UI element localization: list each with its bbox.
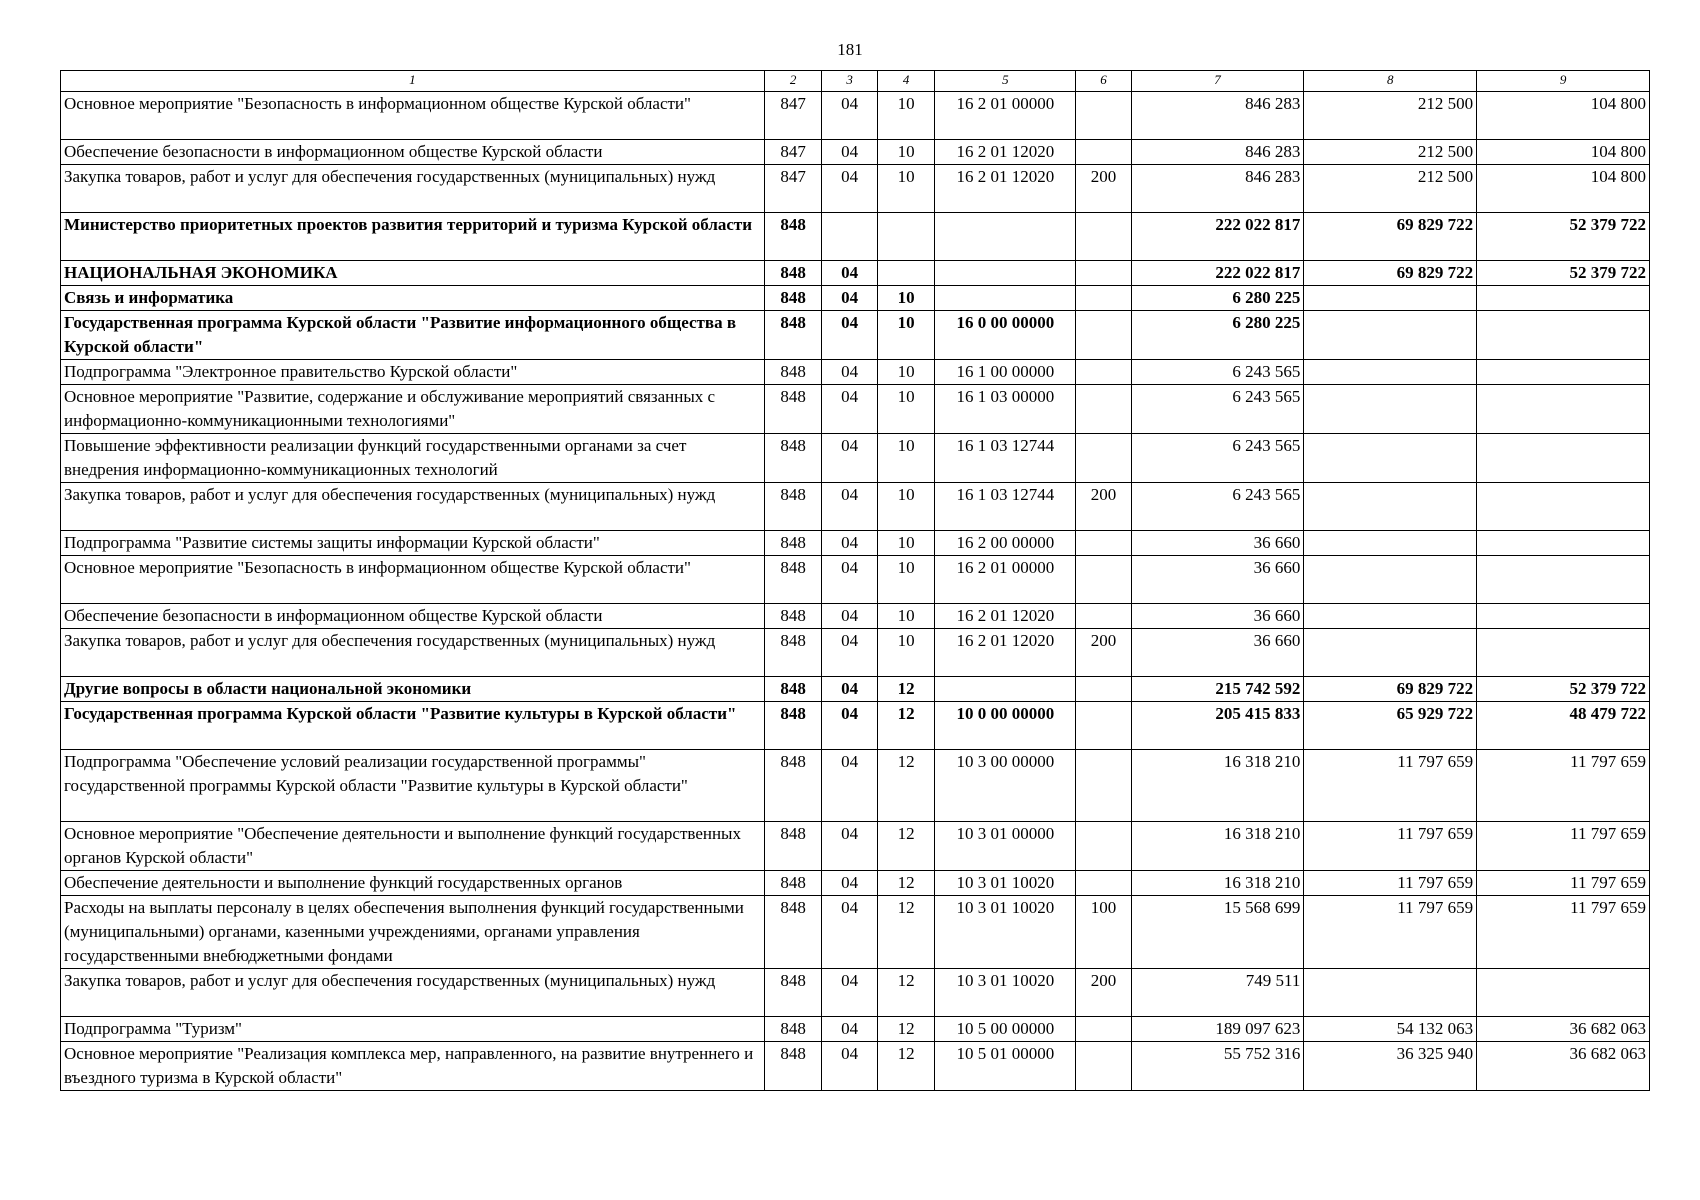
row-c6-cell: [1076, 140, 1131, 165]
row-c2-cell: 848: [764, 531, 822, 556]
row-c5-cell: [935, 286, 1076, 311]
row-c5-cell: 16 1 00 00000: [935, 360, 1076, 385]
row-c3-cell: 04: [822, 140, 877, 165]
row-c8-cell: 212 500: [1304, 140, 1477, 165]
row-c3-cell: 04: [822, 1017, 877, 1042]
page-number: 181: [837, 40, 863, 59]
row-c6-cell: 200: [1076, 483, 1131, 531]
row-c7-cell: 16 318 210: [1131, 871, 1304, 896]
row-c4-cell: [877, 261, 935, 286]
row-name-cell: Подпрограмма "Электронное правительство Курской области": [61, 360, 765, 385]
row-c5-cell: 16 2 01 12020: [935, 629, 1076, 677]
row-c8-cell: 54 132 063: [1304, 1017, 1477, 1042]
row-c5-cell: 16 2 01 12020: [935, 604, 1076, 629]
table-row: [61, 1017, 1650, 1042]
column-header: 9: [1477, 71, 1650, 92]
row-c7-cell: 6 243 565: [1131, 385, 1304, 434]
row-c6-cell: [1076, 1042, 1131, 1091]
column-header: 1: [61, 71, 765, 92]
row-c6-cell: [1076, 531, 1131, 556]
row-c4-cell: 10: [877, 92, 935, 140]
row-c9-cell: [1477, 434, 1650, 483]
row-c8-cell: [1304, 385, 1477, 434]
table-row: [61, 1042, 1650, 1091]
table-row: [61, 213, 1650, 261]
row-c5-cell: 10 5 00 00000: [935, 1017, 1076, 1042]
row-name-cell: Государственная программа Курской области "Развитие информационного общества в Курской области": [61, 311, 765, 360]
row-c9-cell: [1477, 556, 1650, 604]
row-c4-cell: 12: [877, 750, 935, 822]
row-name-cell: Подпрограмма "Обеспечение условий реализации государственной программы" государственной программы Курской области "Развитие культуры в Курской области": [61, 750, 765, 822]
table-row: [61, 871, 1650, 896]
row-c5-cell: 10 3 01 10020: [935, 969, 1076, 1017]
row-c2-cell: 848: [764, 483, 822, 531]
row-c2-cell: 848: [764, 629, 822, 677]
row-c8-cell: [1304, 556, 1477, 604]
row-c6-cell: [1076, 311, 1131, 360]
row-c3-cell: 04: [822, 261, 877, 286]
row-c7-cell: 6 243 565: [1131, 483, 1304, 531]
row-c7-cell: 6 243 565: [1131, 434, 1304, 483]
row-c9-cell: 104 800: [1477, 92, 1650, 140]
row-c7-cell: 16 318 210: [1131, 750, 1304, 822]
row-c3-cell: 04: [822, 604, 877, 629]
row-c7-cell: 36 660: [1131, 629, 1304, 677]
row-name-cell: Обеспечение безопасности в информационном обществе Курской области: [61, 140, 765, 165]
row-c5-cell: 16 0 00 00000: [935, 311, 1076, 360]
row-c4-cell: 12: [877, 822, 935, 871]
row-c2-cell: 848: [764, 434, 822, 483]
row-c3-cell: 04: [822, 434, 877, 483]
row-c3-cell: 04: [822, 677, 877, 702]
row-c8-cell: 36 325 940: [1304, 1042, 1477, 1091]
row-c4-cell: 10: [877, 556, 935, 604]
row-c3-cell: 04: [822, 702, 877, 750]
row-name-cell: Основное мероприятие "Обеспечение деятельности и выполнение функций государственных органов Курской области": [61, 822, 765, 871]
row-c6-cell: [1076, 261, 1131, 286]
row-c3-cell: 04: [822, 969, 877, 1017]
row-name-cell: Связь и информатика: [61, 286, 765, 311]
row-c7-cell: 15 568 699: [1131, 896, 1304, 969]
row-c8-cell: 212 500: [1304, 165, 1477, 213]
row-c6-cell: 100: [1076, 896, 1131, 969]
row-c8-cell: 69 829 722: [1304, 677, 1477, 702]
row-name-cell: Основное мероприятие "Безопасность в информационном обществе Курской области": [61, 556, 765, 604]
row-c4-cell: 12: [877, 969, 935, 1017]
row-c7-cell: 6 280 225: [1131, 311, 1304, 360]
row-c8-cell: [1304, 360, 1477, 385]
row-c4-cell: 12: [877, 896, 935, 969]
row-c7-cell: 222 022 817: [1131, 261, 1304, 286]
row-c9-cell: 52 379 722: [1477, 677, 1650, 702]
row-c9-cell: [1477, 531, 1650, 556]
row-c2-cell: 847: [764, 140, 822, 165]
row-c7-cell: 189 097 623: [1131, 1017, 1304, 1042]
table-row: [61, 677, 1650, 702]
row-c5-cell: [935, 213, 1076, 261]
row-c6-cell: [1076, 434, 1131, 483]
row-c2-cell: 848: [764, 311, 822, 360]
row-c8-cell: [1304, 629, 1477, 677]
table-row: [61, 896, 1650, 969]
row-c9-cell: 48 479 722: [1477, 702, 1650, 750]
row-c9-cell: 36 682 063: [1477, 1042, 1650, 1091]
row-c9-cell: 11 797 659: [1477, 871, 1650, 896]
row-c5-cell: 16 1 03 12744: [935, 483, 1076, 531]
row-c9-cell: [1477, 311, 1650, 360]
row-c8-cell: [1304, 286, 1477, 311]
row-c3-cell: [822, 213, 877, 261]
row-name-cell: Повышение эффективности реализации функций государственными органами за счет внедрения информационно-коммуникационных технологий: [61, 434, 765, 483]
row-name-cell: Закупка товаров, работ и услуг для обеспечения государственных (муниципальных) нужд: [61, 165, 765, 213]
row-c5-cell: [935, 261, 1076, 286]
column-header: 5: [935, 71, 1076, 92]
column-header: 4: [877, 71, 935, 92]
row-name-cell: Расходы на выплаты персоналу в целях обеспечения выполнения функций государственными (муниципальными) органами, казенными учреждениями, органами управления государственными внебюджетными фондами: [61, 896, 765, 969]
table-row: [61, 483, 1650, 531]
row-c4-cell: 12: [877, 1042, 935, 1091]
row-c8-cell: [1304, 434, 1477, 483]
row-c6-cell: 200: [1076, 629, 1131, 677]
table-row: [61, 702, 1650, 750]
row-c5-cell: 10 3 01 10020: [935, 871, 1076, 896]
row-c5-cell: 10 0 00 00000: [935, 702, 1076, 750]
row-c4-cell: 10: [877, 360, 935, 385]
row-c3-cell: 04: [822, 311, 877, 360]
table-row: [61, 92, 1650, 140]
row-name-cell: НАЦИОНАЛЬНАЯ ЭКОНОМИКА: [61, 261, 765, 286]
row-c3-cell: 04: [822, 629, 877, 677]
table-row: [61, 750, 1650, 822]
row-c4-cell: 12: [877, 677, 935, 702]
row-c8-cell: 11 797 659: [1304, 871, 1477, 896]
table-row: [61, 604, 1650, 629]
row-c3-cell: 04: [822, 286, 877, 311]
row-c4-cell: 10: [877, 531, 935, 556]
row-c2-cell: 848: [764, 677, 822, 702]
row-c6-cell: [1076, 604, 1131, 629]
row-c7-cell: 846 283: [1131, 165, 1304, 213]
row-c4-cell: 10: [877, 385, 935, 434]
row-c3-cell: 04: [822, 1042, 877, 1091]
table-row: [61, 140, 1650, 165]
row-c2-cell: 848: [764, 213, 822, 261]
row-name-cell: Государственная программа Курской области "Развитие культуры в Курской области": [61, 702, 765, 750]
row-c6-cell: 200: [1076, 165, 1131, 213]
row-c6-cell: [1076, 1017, 1131, 1042]
table-row: [61, 822, 1650, 871]
row-c9-cell: 52 379 722: [1477, 213, 1650, 261]
row-c7-cell: 215 742 592: [1131, 677, 1304, 702]
table-row: [61, 969, 1650, 1017]
table-row: [61, 360, 1650, 385]
row-c6-cell: [1076, 750, 1131, 822]
row-c2-cell: 848: [764, 604, 822, 629]
table-row: [61, 629, 1650, 677]
row-c6-cell: [1076, 286, 1131, 311]
row-c5-cell: 16 2 01 00000: [935, 556, 1076, 604]
row-c6-cell: [1076, 822, 1131, 871]
row-c2-cell: 848: [764, 261, 822, 286]
table-row: [61, 286, 1650, 311]
table-row: [61, 261, 1650, 286]
row-c7-cell: 205 415 833: [1131, 702, 1304, 750]
row-name-cell: Основное мероприятие "Развитие, содержание и обслуживание мероприятий связанных с информационно-коммуникационными технологиями": [61, 385, 765, 434]
row-c9-cell: 11 797 659: [1477, 822, 1650, 871]
row-c2-cell: 848: [764, 385, 822, 434]
row-c6-cell: [1076, 556, 1131, 604]
row-name-cell: Подпрограмма "Туризм": [61, 1017, 765, 1042]
row-c5-cell: 10 5 01 00000: [935, 1042, 1076, 1091]
row-c3-cell: 04: [822, 556, 877, 604]
row-c5-cell: 10 3 00 00000: [935, 750, 1076, 822]
column-number-row: [61, 71, 1650, 92]
row-c3-cell: 04: [822, 822, 877, 871]
row-c9-cell: 104 800: [1477, 165, 1650, 213]
row-c8-cell: 65 929 722: [1304, 702, 1477, 750]
row-c3-cell: 04: [822, 871, 877, 896]
row-c2-cell: 848: [764, 822, 822, 871]
row-c9-cell: [1477, 483, 1650, 531]
row-c2-cell: 848: [764, 1042, 822, 1091]
row-c4-cell: 10: [877, 434, 935, 483]
table-row: [61, 165, 1650, 213]
row-c4-cell: 10: [877, 483, 935, 531]
row-c6-cell: [1076, 702, 1131, 750]
row-c4-cell: 12: [877, 1017, 935, 1042]
column-header: 7: [1131, 71, 1304, 92]
row-c9-cell: [1477, 604, 1650, 629]
column-header: 3: [822, 71, 877, 92]
row-c7-cell: 36 660: [1131, 604, 1304, 629]
row-c5-cell: 10 3 01 00000: [935, 822, 1076, 871]
row-c7-cell: 55 752 316: [1131, 1042, 1304, 1091]
row-c2-cell: 848: [764, 702, 822, 750]
row-name-cell: Обеспечение безопасности в информационном обществе Курской области: [61, 604, 765, 629]
row-c2-cell: 847: [764, 92, 822, 140]
table-row: [61, 311, 1650, 360]
row-c5-cell: 16 2 00 00000: [935, 531, 1076, 556]
row-c4-cell: 10: [877, 311, 935, 360]
column-header: 6: [1076, 71, 1131, 92]
row-c7-cell: 6 243 565: [1131, 360, 1304, 385]
row-c9-cell: [1477, 629, 1650, 677]
row-name-cell: Закупка товаров, работ и услуг для обеспечения государственных (муниципальных) нужд: [61, 483, 765, 531]
row-c2-cell: 848: [764, 360, 822, 385]
row-c6-cell: [1076, 871, 1131, 896]
row-c6-cell: [1076, 213, 1131, 261]
row-c8-cell: [1304, 483, 1477, 531]
row-c3-cell: 04: [822, 385, 877, 434]
row-c9-cell: 11 797 659: [1477, 896, 1650, 969]
row-name-cell: Основное мероприятие "Реализация комплекса мер, направленного, на развитие внутреннего и въездного туризма в Курской области": [61, 1042, 765, 1091]
row-name-cell: Другие вопросы в области национальной экономики: [61, 677, 765, 702]
row-c9-cell: [1477, 286, 1650, 311]
row-c7-cell: 846 283: [1131, 140, 1304, 165]
column-header: 8: [1304, 71, 1477, 92]
row-c5-cell: 16 1 03 12744: [935, 434, 1076, 483]
row-c5-cell: 16 2 01 12020: [935, 140, 1076, 165]
row-c8-cell: [1304, 969, 1477, 1017]
row-c8-cell: 69 829 722: [1304, 261, 1477, 286]
row-name-cell: Основное мероприятие "Безопасность в информационном обществе Курской области": [61, 92, 765, 140]
row-c7-cell: 749 511: [1131, 969, 1304, 1017]
row-c7-cell: 6 280 225: [1131, 286, 1304, 311]
table-row: [61, 531, 1650, 556]
row-c6-cell: [1076, 385, 1131, 434]
row-c3-cell: 04: [822, 92, 877, 140]
row-c7-cell: 36 660: [1131, 531, 1304, 556]
row-c3-cell: 04: [822, 896, 877, 969]
table-row: [61, 385, 1650, 434]
row-c9-cell: 52 379 722: [1477, 261, 1650, 286]
row-c4-cell: 12: [877, 871, 935, 896]
row-c8-cell: 11 797 659: [1304, 750, 1477, 822]
row-c2-cell: 848: [764, 750, 822, 822]
row-name-cell: Подпрограмма "Развитие системы защиты информации Курской области": [61, 531, 765, 556]
row-c8-cell: [1304, 604, 1477, 629]
row-c3-cell: 04: [822, 165, 877, 213]
row-c3-cell: 04: [822, 360, 877, 385]
row-name-cell: Министерство приоритетных проектов развития территорий и туризма Курской области: [61, 213, 765, 261]
row-c8-cell: [1304, 531, 1477, 556]
row-c9-cell: [1477, 360, 1650, 385]
row-c2-cell: 848: [764, 1017, 822, 1042]
row-c8-cell: [1304, 311, 1477, 360]
row-c2-cell: 848: [764, 896, 822, 969]
row-c6-cell: [1076, 360, 1131, 385]
row-c5-cell: 16 2 01 00000: [935, 92, 1076, 140]
row-c6-cell: [1076, 677, 1131, 702]
row-c3-cell: 04: [822, 750, 877, 822]
row-c4-cell: 12: [877, 702, 935, 750]
row-c2-cell: 848: [764, 969, 822, 1017]
row-c5-cell: 16 1 03 00000: [935, 385, 1076, 434]
row-c6-cell: [1076, 92, 1131, 140]
row-c9-cell: [1477, 385, 1650, 434]
row-c5-cell: 16 2 01 12020: [935, 165, 1076, 213]
row-c9-cell: 11 797 659: [1477, 750, 1650, 822]
row-c2-cell: 847: [764, 165, 822, 213]
row-c2-cell: 848: [764, 871, 822, 896]
row-c9-cell: 36 682 063: [1477, 1017, 1650, 1042]
row-c2-cell: 848: [764, 556, 822, 604]
row-c7-cell: 222 022 817: [1131, 213, 1304, 261]
row-c5-cell: 10 3 01 10020: [935, 896, 1076, 969]
row-name-cell: Закупка товаров, работ и услуг для обеспечения государственных (муниципальных) нужд: [61, 969, 765, 1017]
row-c7-cell: 36 660: [1131, 556, 1304, 604]
row-name-cell: Закупка товаров, работ и услуг для обеспечения государственных (муниципальных) нужд: [61, 629, 765, 677]
row-c3-cell: 04: [822, 531, 877, 556]
row-c2-cell: 848: [764, 286, 822, 311]
row-c4-cell: 10: [877, 165, 935, 213]
budget-table: [60, 70, 1650, 1091]
row-c8-cell: 11 797 659: [1304, 822, 1477, 871]
row-c6-cell: 200: [1076, 969, 1131, 1017]
column-header: 2: [764, 71, 822, 92]
row-c8-cell: 11 797 659: [1304, 896, 1477, 969]
row-c7-cell: 846 283: [1131, 92, 1304, 140]
row-c5-cell: [935, 677, 1076, 702]
row-c4-cell: 10: [877, 140, 935, 165]
row-c3-cell: 04: [822, 483, 877, 531]
row-c8-cell: 69 829 722: [1304, 213, 1477, 261]
table-row: [61, 556, 1650, 604]
row-c8-cell: 212 500: [1304, 92, 1477, 140]
row-c7-cell: 16 318 210: [1131, 822, 1304, 871]
row-c9-cell: [1477, 969, 1650, 1017]
row-name-cell: Обеспечение деятельности и выполнение функций государственных органов: [61, 871, 765, 896]
row-c4-cell: 10: [877, 604, 935, 629]
row-c4-cell: 10: [877, 286, 935, 311]
row-c4-cell: [877, 213, 935, 261]
row-c4-cell: 10: [877, 629, 935, 677]
row-c9-cell: 104 800: [1477, 140, 1650, 165]
table-row: [61, 434, 1650, 483]
